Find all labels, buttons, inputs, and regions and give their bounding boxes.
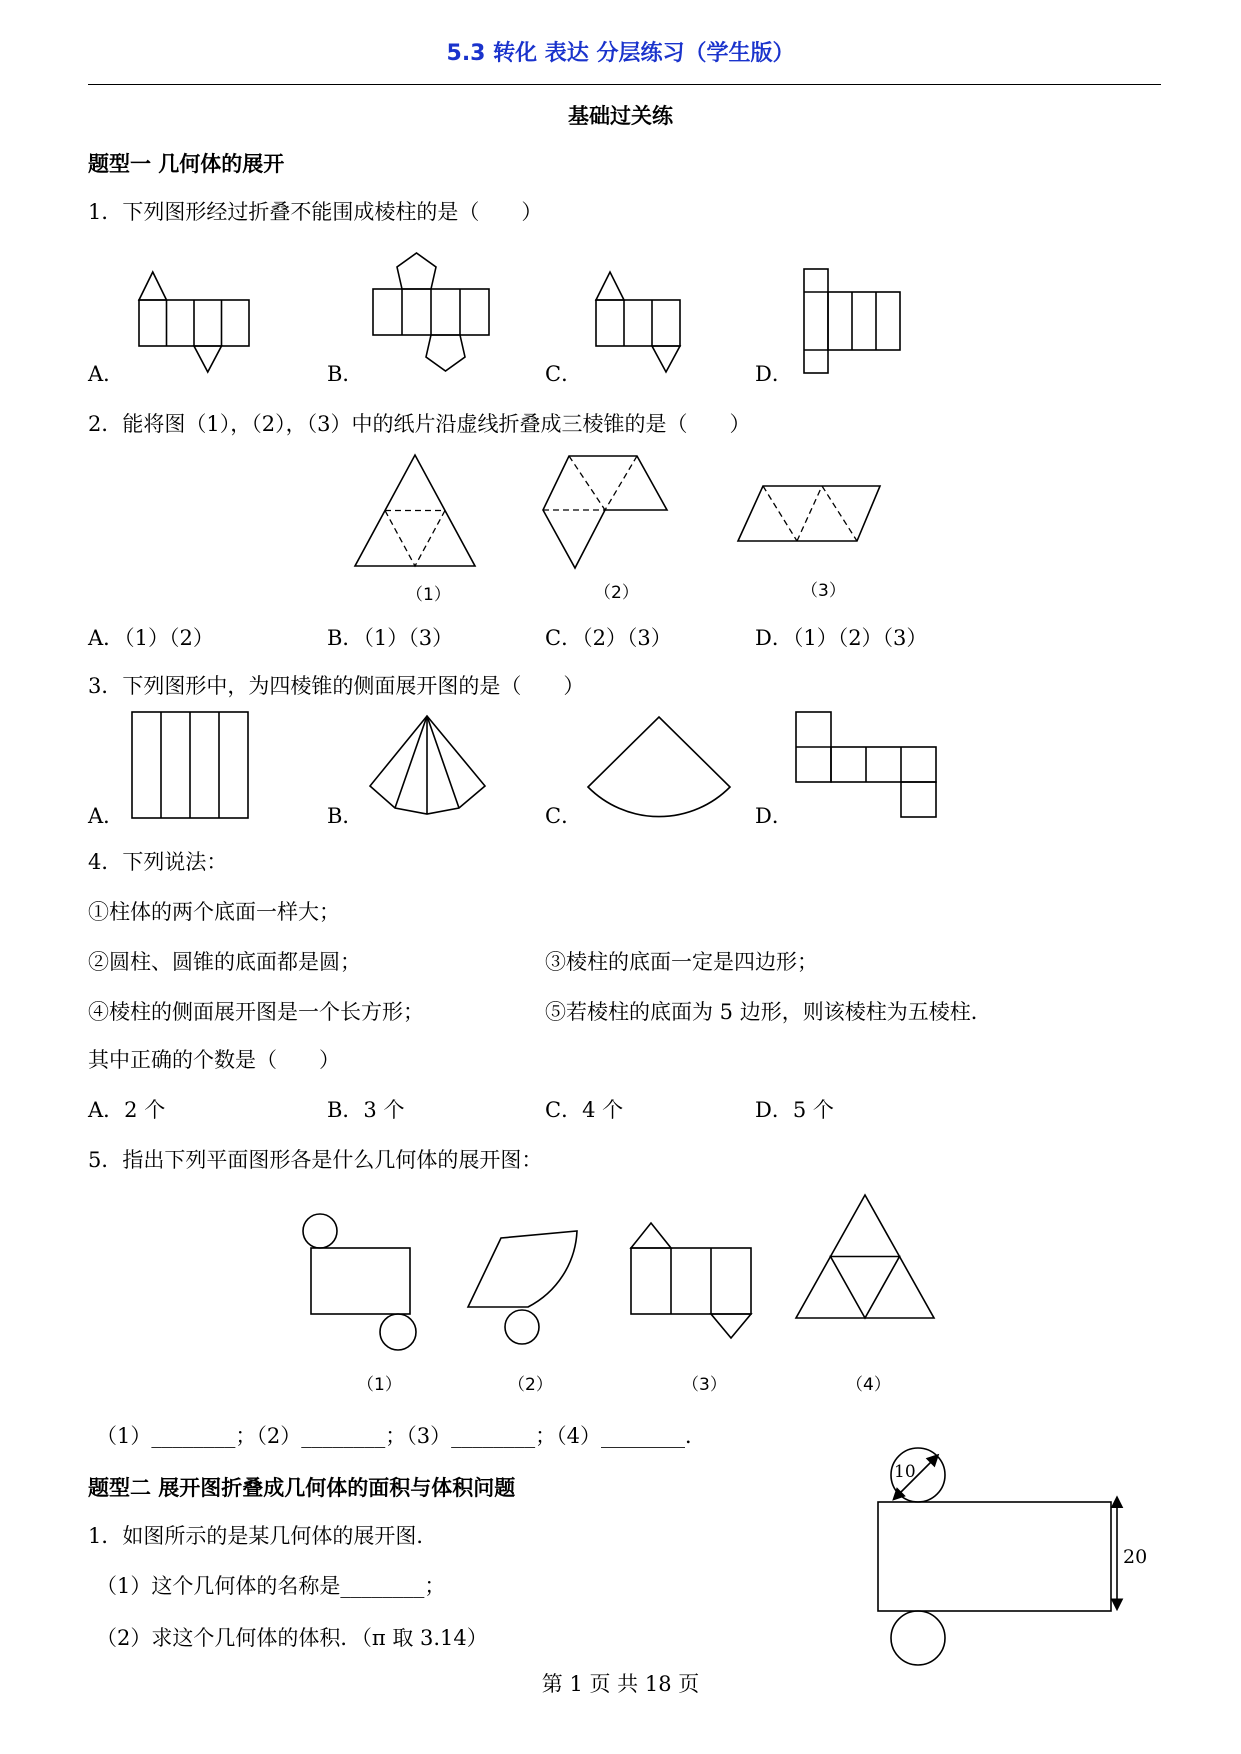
q4-text: 4．下列说法： (88, 850, 228, 874)
q2-option-d: D．（1）（2）（3） (755, 626, 928, 650)
section1-title: 题型一 几何体的展开 (88, 152, 285, 176)
q4-statement-2: ②圆柱、圆锥的底面都是圆； (88, 950, 361, 974)
height-label: 20 (1123, 1546, 1148, 1568)
q5-caption-2: （2） (508, 1375, 553, 1395)
q4-option-b: B．3 个 (327, 1098, 405, 1122)
q4-ask: 其中正确的个数是（ ） (88, 1048, 340, 1072)
q3-option-a: A． (88, 804, 125, 828)
s2-q1-text: 1．如图所示的是某几何体的展开图． (88, 1524, 438, 1548)
s2-q1-part2: （2）求这个几何体的体积．（π 取 3.14） (96, 1626, 488, 1650)
q4-option-c: C．4 个 (545, 1098, 624, 1122)
q2-text: 2．能将图（1），（2），（3）中的纸片沿虚线折叠成三棱锥的是（ ） (88, 412, 751, 436)
diameter-label: 10 (894, 1462, 916, 1482)
q2-option-a: A．（1）（2） (88, 626, 214, 650)
q2-caption-1: （1） (406, 585, 451, 605)
q4-option-a: A．2 个 (88, 1098, 166, 1122)
q4-option-d: D．5 个 (755, 1098, 834, 1122)
q2-option-b: B．（1）（3） (327, 626, 454, 650)
section2-title: 题型二 展开图折叠成几何体的面积与体积问题 (88, 1476, 516, 1500)
q2-caption-2: （2） (594, 583, 639, 603)
q3-option-b: B． (327, 804, 364, 828)
q2-option-c: C．（2）（3） (545, 626, 672, 650)
q4-statement-3: ③棱柱的底面一定是四边形； (545, 950, 818, 974)
q2-caption-3: （3） (801, 581, 846, 601)
page-header: 5.3 转化 表达 分层练习（学生版） (446, 41, 795, 66)
page-footer: 第 1 页 共 18 页 (541, 1672, 700, 1696)
q5-answer-line: （1）________；（2）________；（3）________；（4）________． (96, 1424, 706, 1448)
q1-option-a: A． (88, 362, 125, 386)
q3-option-d: D． (755, 804, 793, 828)
q1-option-b: B． (327, 362, 364, 386)
q5-caption-1: （1） (357, 1375, 402, 1395)
q4-statement-1: ①柱体的两个底面一样大； (88, 900, 340, 924)
q3-option-c: C． (545, 804, 583, 828)
q1-text: 1．下列图形经过折叠不能围成棱柱的是（ ） (88, 200, 543, 224)
q5-caption-4: （4） (846, 1375, 891, 1395)
s2-q1-part1: （1）这个几何体的名称是________； (96, 1574, 446, 1598)
q5-caption-3: （3） (682, 1375, 727, 1395)
q4-statement-4: ④棱柱的侧面展开图是一个长方形； (88, 1000, 424, 1024)
q1-option-c: C． (545, 362, 583, 386)
q5-text: 5．指出下列平面图形各是什么几何体的展开图： (88, 1148, 543, 1172)
q3-text: 3．下列图形中，为四棱锥的侧面展开图的是（ ） (88, 674, 585, 698)
subtitle: 基础过关练 (568, 104, 673, 128)
q4-statement-5: ⑤若棱柱的底面为 5 边形，则该棱柱为五棱柱． (545, 1000, 992, 1024)
q1-option-d: D． (755, 362, 793, 386)
